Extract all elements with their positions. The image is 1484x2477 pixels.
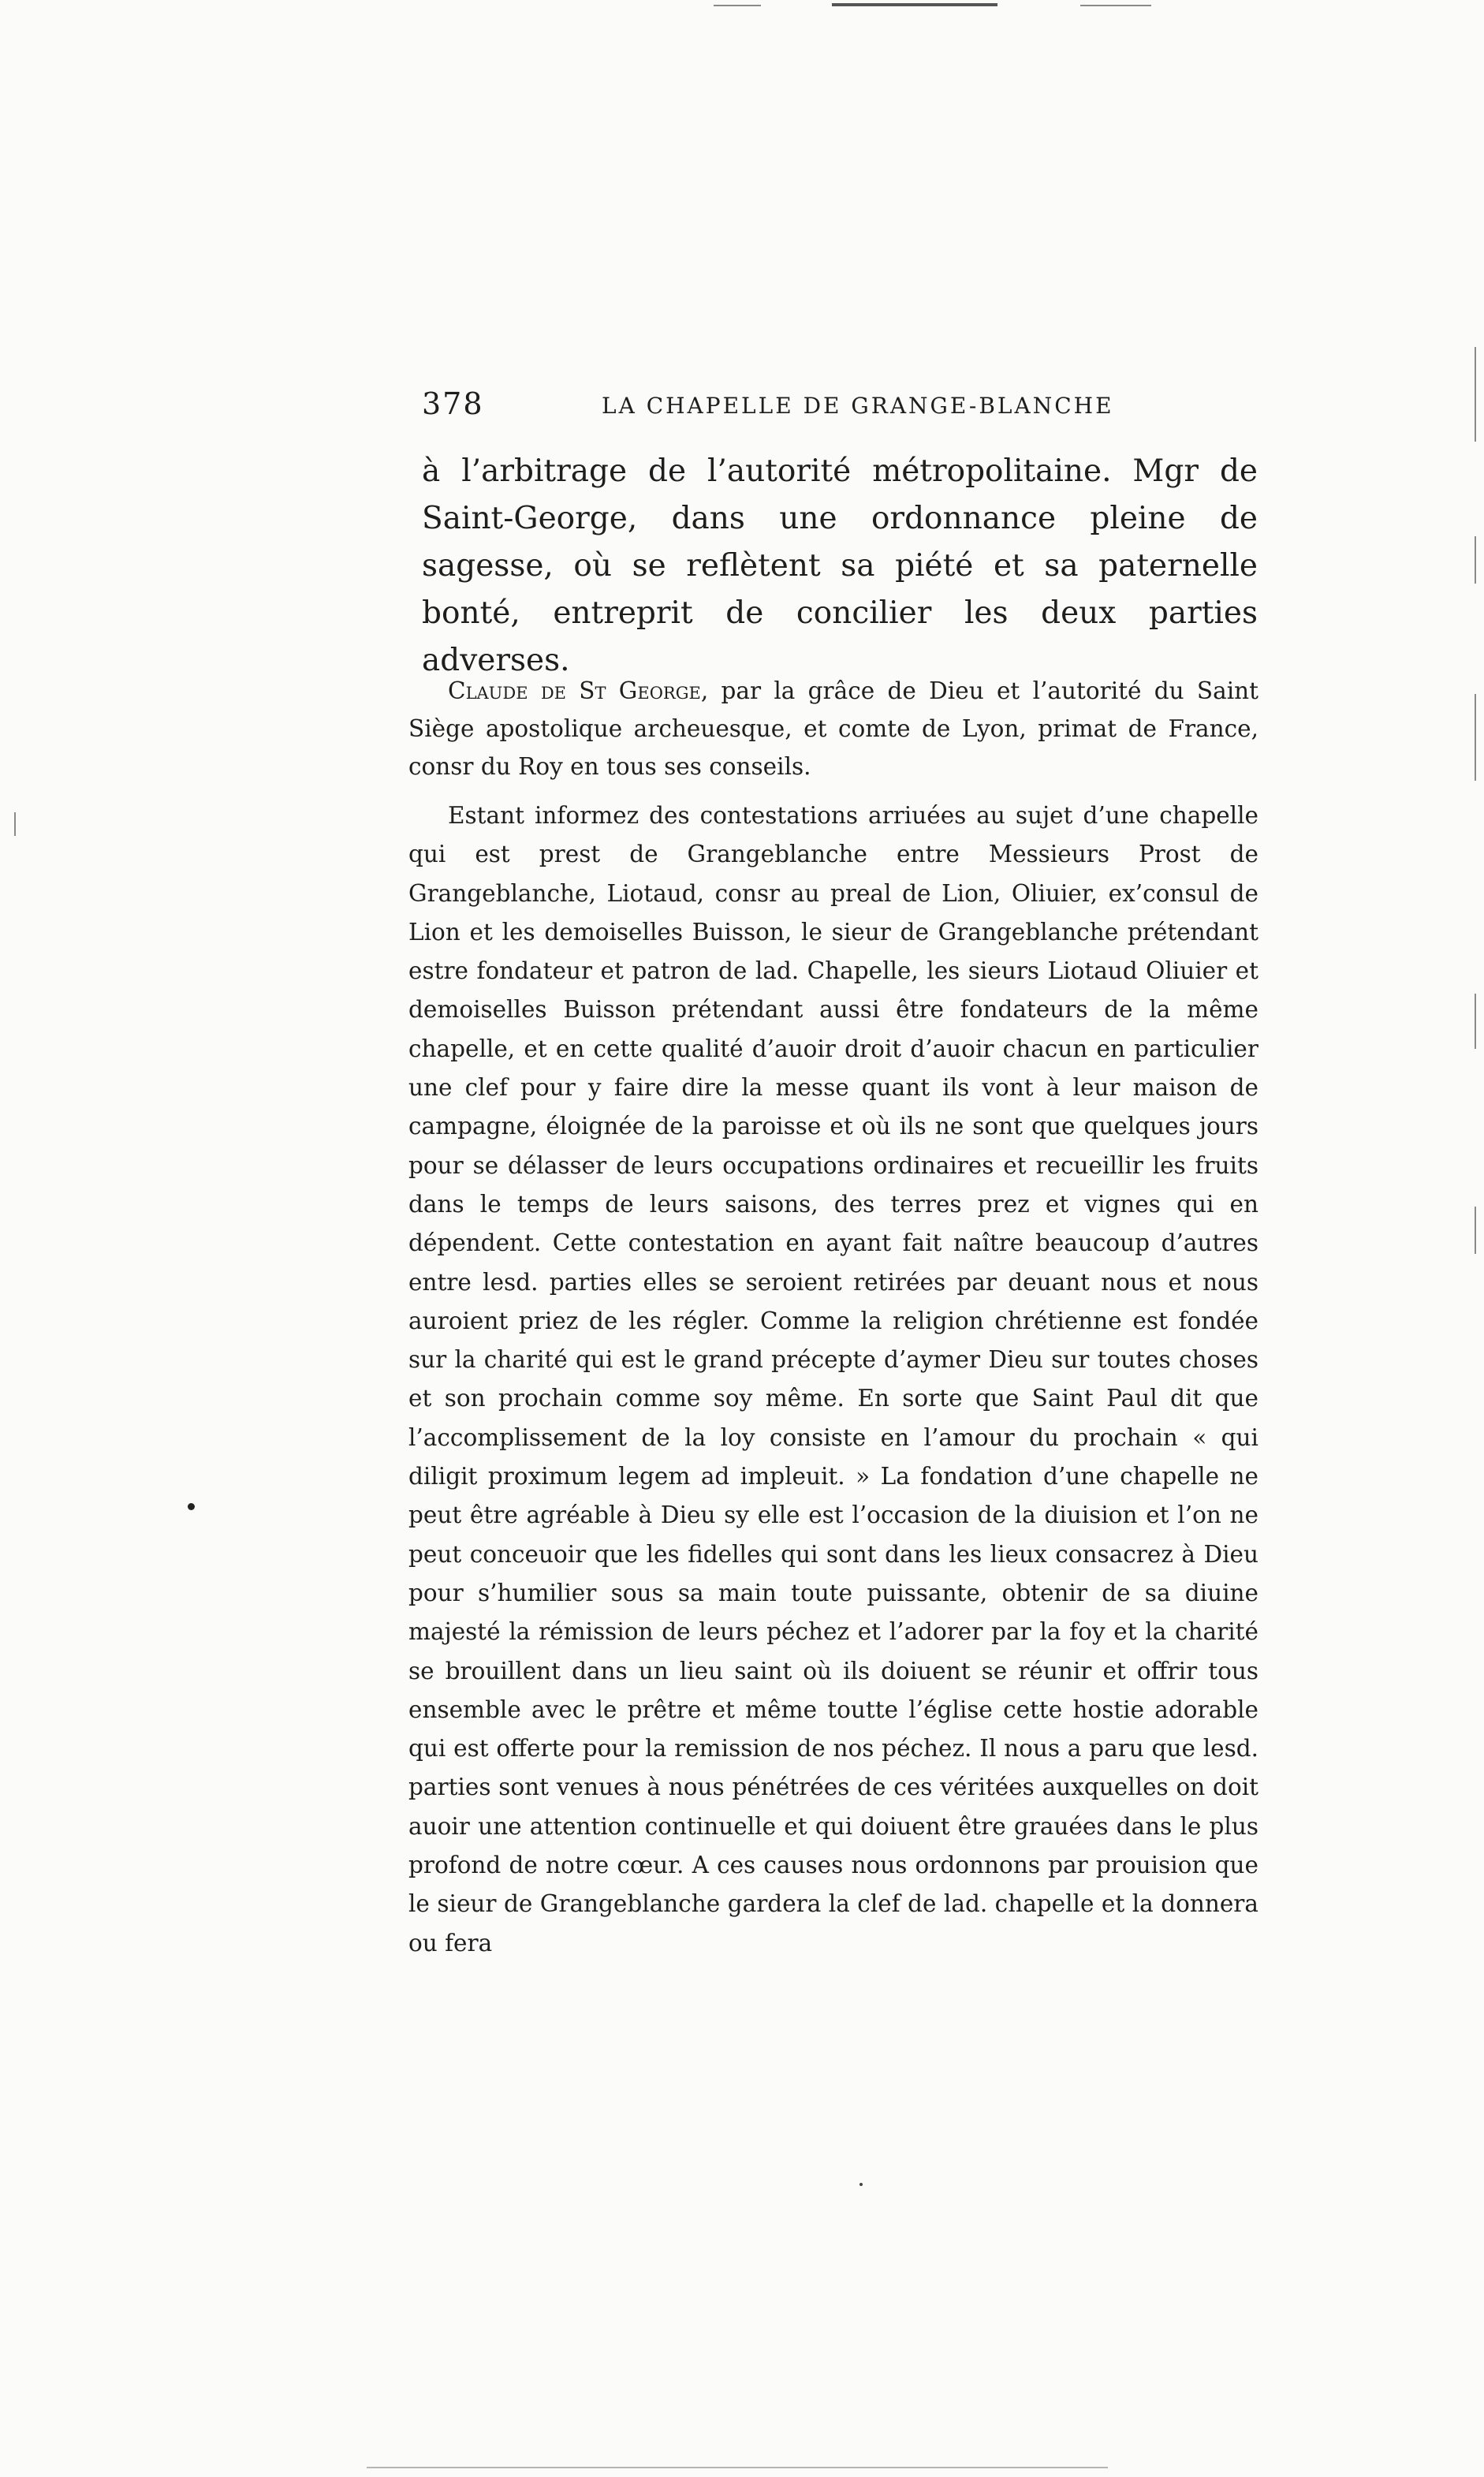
scan-mark-top-rule <box>714 5 761 6</box>
scan-mark-dot <box>188 1503 195 1510</box>
running-title: LA CHAPELLE DE GRANGE-BLANCHE <box>602 393 1114 419</box>
scan-mark-right-edge-2 <box>1475 536 1476 584</box>
scan-mark-right-edge-4 <box>1475 994 1476 1049</box>
scan-mark-right-edge-1 <box>1475 347 1476 442</box>
page-header <box>422 386 1242 426</box>
intro-paragraph: à l’arbitrage de l’autorité métropolitaine. Mgr de Saint-George, dans une ordonnance pleine de sagesse, où se reflètent sa piété et sa paternelle bonté, entreprit de concilier les deux parties adverses. <box>422 453 1258 678</box>
scan-mark-top-smudge <box>832 3 997 6</box>
scan-mark-top-rule-right <box>1080 5 1151 6</box>
quote-author: Claude de St George, <box>448 677 709 704</box>
scan-mark-right-edge-5 <box>1475 1207 1476 1254</box>
scan-mark-bottom-rule <box>367 2467 1108 2468</box>
scan-mark-left-edge <box>14 812 16 836</box>
quote-opening-text: par la grâce de Dieu et l’autorité du Saint Siège apostolique archeuesque, et comte de Lyon, primat de France, consr du Roy en tous ses conseils. <box>408 677 1258 780</box>
scan-mark-bottom-dot <box>859 2183 863 2186</box>
page-number: 378 <box>422 386 484 421</box>
quote-body-paragraph: Estant informez des contestations arriuées au sujet d’une chapelle qui est prest de Grangeblanche entre Messieurs Prost de Grangeblanche, Liotaud, consr au preal de Lion, Oliuier, ex’consul de Lion et les demoiselles Buisson, le sieur de Grangeblanche prétendant estre fondateur et patron de lad. Chapelle, les sieurs Liotaud Oliuier et demoiselles Buisson prétendant aussi être fondateurs de la même chapelle, et en cette qualité d’auoir droit d’auoir chacun en particulier une clef pour y faire dire la messe quant ils vont à leur maison de campagne, éloignée de la paroisse et où ils ne sont que quelques jours pour se délasser de leurs occupations ordinaires et recueillir les fruits dans le temps de leurs saisons, des terres prez et vignes qui en dépendent. Cette contestation en ayant fait naître beaucoup d’autres entre lesd. parties elles se seroient retirées par deuant nous et nous auroient priez de les régler. Comme la religion chrétienne est fondée sur la charité qui est le grand précepte d’aymer Dieu sur toutes choses et son prochain comme soy même. En sorte que Saint Paul dit que l’accomplissement de la loy consiste en l’amour du prochain « qui diligit proximum legem ad impleuit. » La fondation d’une chapelle ne peut être agréable à Dieu sy elle est l’occasion de la diuision et l’on ne peut conceuoir que les fidelles qui sont dans les lieux consacrez à Dieu pour s’humilier sous sa main toute puissante, obtenir de sa diuine majesté la rémission de leurs péchez et l’adorer par la foy et la charité se brouillent dans un lieu saint où ils doiuent se réunir et offrir tous ensemble avec le prêtre et même toutte l’église cette hostie adorable qui est offerte pour la remission de nos péchez. Il nous a paru que lesd. parties sont venues à nous pénétrées de ces véritées auxquelles on doit auoir une attention continuelle et qui doiuent être grauées dans le plus profond de notre cœur. A ces causes nous ordonnons par prouision que le sieur de Grangeblanche gardera la clef de lad. chapelle et la donnera ou fera <box>408 802 1258 1957</box>
scan-mark-right-edge-3 <box>1475 694 1476 781</box>
quote-opening-paragraph <box>408 672 1258 785</box>
